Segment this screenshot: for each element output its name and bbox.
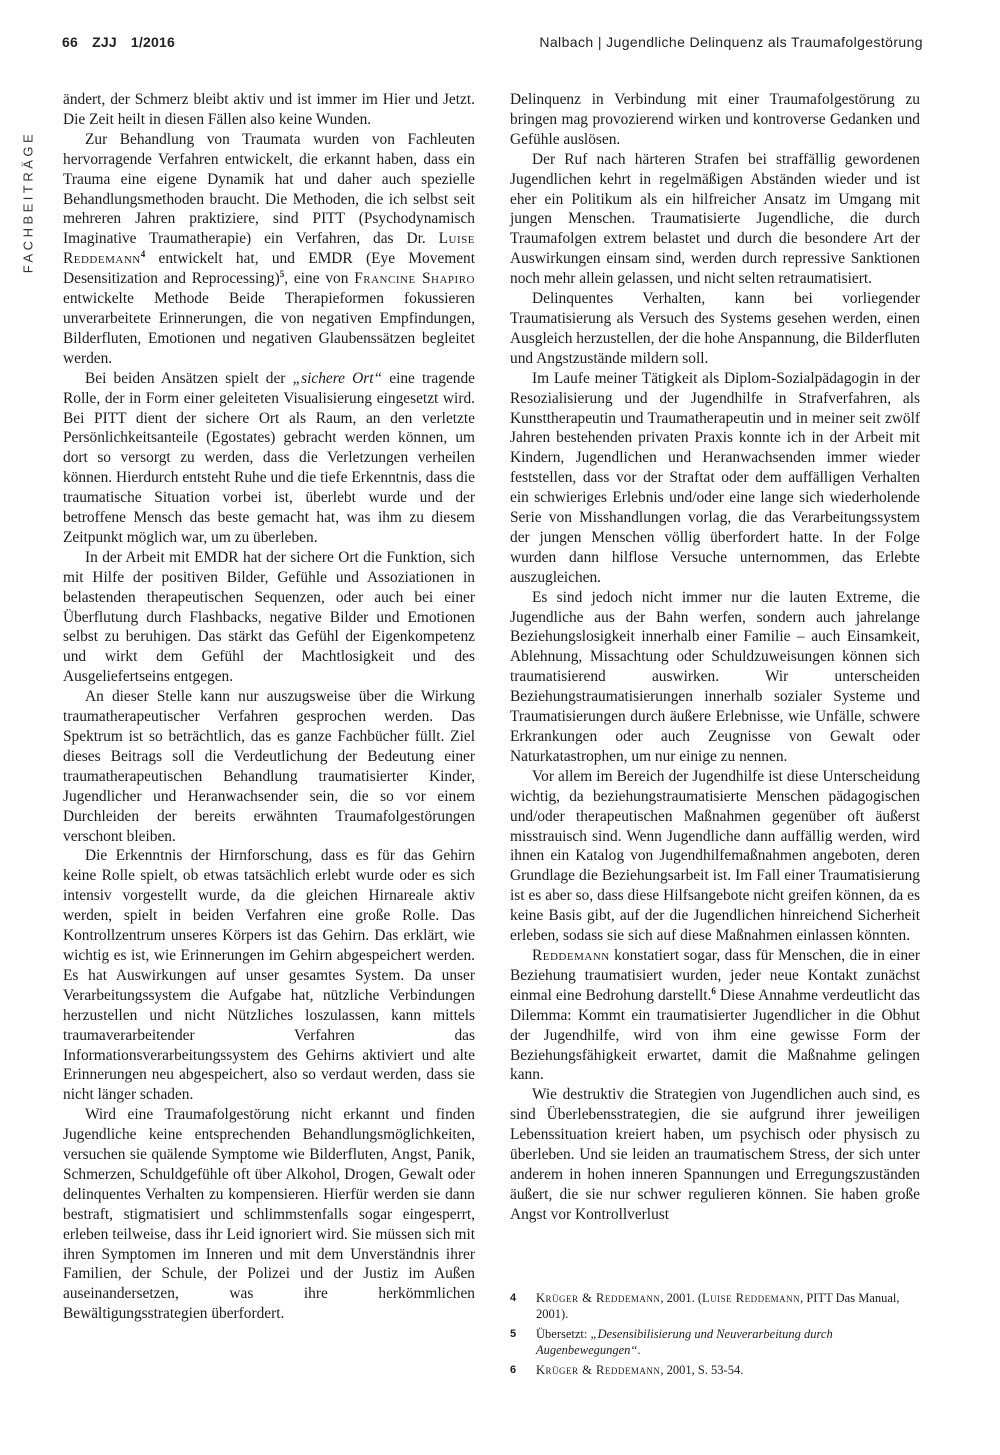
footnote	[510, 1326, 920, 1358]
footnote	[510, 1362, 920, 1378]
paragraph	[510, 946, 920, 1085]
author-name: Luise Reddemann	[63, 230, 475, 268]
text-run: Übersetzt:	[536, 1327, 591, 1341]
journal-name: ZJJ	[92, 34, 117, 50]
journal-issue: 1/2016	[130, 34, 175, 50]
footnote-text	[536, 1326, 920, 1358]
left-column	[63, 90, 475, 1324]
paragraph: ändert, der Schmerz bleibt aktiv und ist immer im Hier und Jetzt. Die Zeit heilt in diesen Fällen also keine Wunden.	[63, 91, 475, 128]
emphasis: „sichere Ort“	[292, 369, 383, 387]
text-run: , 2001. (	[660, 1291, 703, 1305]
citation-authors: Krüger & Reddemann	[536, 1291, 661, 1305]
text-run: , eine von	[284, 270, 355, 288]
text-run: entwickelt hat, und EMDR (Eye Movement Desensitization and Reprocessing)	[63, 250, 475, 288]
text-run: , PITT Das Manual, 2001).	[536, 1291, 900, 1321]
citation-author: Luise Reddemann	[702, 1291, 801, 1305]
paragraph: Wie destruktiv die Strategien von Jugendlichen auch sind, es sind Überlebensstrategien, die sie aufgrund ihrer jeweiligen Lebenssituation kreiert haben, um psychisch oder physisch zu überleben. Und sie leiden an traumatischem Stress, der sich unter anderem in hohen inneren Spannungen und Erregungszuständen äußert, die sie nur schwer regulieren können. Sie haben große Angst vor Kontrollverlust	[510, 1086, 920, 1223]
text-run: Zur Behandlung von Traumata wurden von Fachleuten hervorragende Verfahren entwickelt, die erkannt haben, dass ein Trauma eine eigene Dynamik hat und daher auch spezielle Behandlungsmethoden braucht. Die Methoden, die ich selbst seit mehreren Jahren praktiziere, sind PITT (Psychodynamisch Imaginative Traumatherapie) ein Verfahren, das Dr.	[63, 130, 475, 248]
page-number: 66	[62, 34, 78, 50]
footnote-ref: 6	[711, 985, 716, 996]
footnote-ref: 5	[279, 269, 285, 280]
paragraph: Delinquenz in Verbindung mit einer Traumafolgestörung zu bringen mag provozierend wirken und kontroverse Gedanken und Gefühle auslösen.	[510, 91, 920, 148]
author-name: Reddemann	[532, 946, 610, 964]
text-run: entwickelte Methode Beide Therapieformen fokussieren unverarbeitete Erinnerungen, die von negativen Empfindungen, Bilderfluten, Emotionen und negativen Glaubenssätzen begleitet werden.	[63, 290, 475, 367]
page-header-left	[62, 34, 185, 50]
section-label: FACHBEITRÄGE	[20, 130, 36, 274]
footnotes	[510, 1290, 920, 1382]
paragraph: Der Ruf nach härteren Strafen bei straffällig gewordenen Jugendlichen kehrt in regelmäßigen Abständen wieder und ist eher ein Politikum als ein hilfreicher Ansatz im Umgang mit jungen Menschen. Traumatisierte Jugendliche, die durch Traumafolgen extrem belastet und durch die besondere Art der Auswirkungen einsam sind, werden durch repressive Sanktionen noch mehr allein gelassen, und nicht selten retraumatisiert.	[510, 150, 920, 288]
text-run: Bei beiden Ansätzen spielt der	[85, 369, 293, 387]
citation-authors: Krüger & Reddemann	[536, 1363, 661, 1377]
footnote-text	[536, 1362, 920, 1378]
running-title: Nalbach | Jugendliche Delinquenz als Traumafolgestörung	[539, 34, 923, 50]
paragraph: In der Arbeit mit EMDR hat der sichere Ort die Funktion, sich mit Hilfe der positiven Bilder, Gefühle und Assoziationen in belastenden therapeutischen Sequenzen, oder auch bei einer Überflutung durch Flashbacks, negative Bilder und Emotionen selbst zu beruhigen. Das stärkt das Gefühl der Eigenkompetenz und wirkt dem Gefühl der Machtlosigkeit und des Ausgeliefertseins entgegen.	[63, 548, 475, 686]
text-run: eine tragende Rolle, der in Form einer geleiteten Visualisierung eingesetzt wird. Bei PITT dient der sichere Ort als Raum, an den verletzte Persönlichkeitsanteile (Egostates) gebracht werden können, um dort so versorgt zu werden, dass die Verletzungen verheilen können. Hierdurch entsteht Ruhe und die tiefe Erkenntnis, dass die traumatische Situation vorbei ist, überlebt wurde und der betroffene Mensch das beste gemacht hat, was ihm zu diesem Zeitpunkt möglich war, um zu überleben.	[63, 369, 476, 546]
footnote-number: 4	[510, 1292, 517, 1304]
text-run: .	[637, 1343, 641, 1357]
paragraph: Wird eine Traumafolgestörung nicht erkannt und finden Jugendliche keine entsprechenden Behandlungsmöglichkeiten, versuchen sie quälende Symptome wie Bilderfluten, Angst, Panik, Schmerzen, Schuldgefühle oft über Alkohol, Drogen, Gewalt oder delinquentes Verhalten zu kompensieren. Hierfür werden sie dann bestraft, stigmatisiert und schlimmstenfalls sogar eingesperrt, erleben teilweise, dass ihr Leid ignoriert wird. Sie müssen sich mit ihren Symptomen im Inneren und mit dem Unverständnis ihrer Familien, der Schule, der Polizei und der Justiz im Außen auseinandersetzen, was ihre herkömmlichen Bewältigungsstrategien überfordert.	[63, 1106, 475, 1323]
paragraph: Es sind jedoch nicht immer nur die lauten Extreme, die Jugendliche aus der Bahn werfen, sondern auch jahrelange Beziehungslosigkeit innerhalb einer Familie – auch Einsamkeit, Ablehnung, Missachtung oder Schuldzuweisungen können sich traumatisierend auswirken. Wir unterscheiden Beziehungstraumatisierungen innerhalb sozialer Systeme und Traumatisierungen durch äußere Erlebnisse, wie Unfälle, schwere Erkrankungen oder auch Zeugnisse von Gewalt oder Naturkatastrophen, um nur einige zu nennen.	[510, 588, 920, 765]
paragraph: Im Laufe meiner Tätigkeit als Diplom-Sozialpädagogin in der Resozialisierung und der Jugendhilfe in Strafverfahren, als Kunsttherapeutin und Traumatherapeutin und in meiner seit zwölf Jahren bestehenden privaten Praxis konnte ich in der Arbeit mit Kindern, Jugendlichen und Heranwachsenden immer wieder feststellen, dass vor der Straftat oder dem auffälligen Verhalten ein schwieriges Erlebnis und/oder eine lange sich wiederholende Serie von Misshandlungen vorlag, die das Verarbeitungssystem der jungen Menschen völlig überfordert hatte. In der Folge wurden dann hilflose Versuche unternommen, das Erlebte auszugleichen.	[510, 369, 920, 586]
paragraph: An dieser Stelle kann nur auszugsweise über die Wirkung traumatherapeutischer Verfahren gesprochen werden. Das Spektrum ist so beträchtlich, das es ganze Fachbücher füllt. Ziel dieses Beitrags soll die Verdeutlichung der Bedeutung einer traumatherapeutischen Behandlung traumatisierter Kinder, Jugendlicher und Heranwachsender sein, die so vor einem Durchleiden der bereits erwähnten Traumafolgestörungen verschont bleiben.	[63, 688, 475, 845]
paragraph	[63, 130, 475, 369]
footnote-ref: 4	[140, 249, 146, 260]
paragraph: Vor allem im Bereich der Jugendhilfe ist diese Unterscheidung wichtig, da beziehungstraumatisierte Menschen pädagogischen und/oder therapeutischen Maßnahmen gegenüber oft äußerst misstrauisch sind. Wenn Jugendliche dann auffällig werden, wird ihnen ein Katalog von Jugendhilfemaßnahmen angeboten, deren Grundlage die Beziehungsarbeit ist. Im Fall einer Traumatisierung ist es aber so, dass diese Hilfsangebote nicht greifen können, da es keine Basis gibt, auf der die Jugendlichen hinreichend Sicherheit erleben, sodass sie sich auf diese Maßnahmen einlassen könnten.	[510, 767, 920, 945]
footnote-text	[536, 1290, 920, 1322]
text-run: konstatiert sogar, dass für Menschen, die in einer Beziehung traumatisiert wurden, jeder neue Kontakt zunächst einmal eine Bedrohung darstellt.	[510, 946, 920, 1004]
emphasis: „Desensibilisierung und Neuverarbeitung durch Augenbewegungen“	[536, 1327, 833, 1357]
section-side-label	[16, 92, 40, 312]
author-name: Francine Shapiro	[354, 270, 475, 288]
right-column	[510, 90, 920, 1225]
text-run: , 2001, S. 53-54.	[660, 1363, 744, 1377]
footnote-number: 5	[510, 1328, 517, 1340]
paragraph	[63, 369, 475, 548]
paragraph: Delinquentes Verhalten, kann bei vorliegender Traumatisierung als Versuch des Systems gesehen werden, einen Ausgleich herzustellen, der die hohe Anspannung, die Bilderfluten und Angstzustände mildern soll.	[510, 290, 920, 367]
footnote	[510, 1290, 920, 1322]
text-run: Diese Annahme verdeutlicht das Dilemma: Kommt ein traumatisierter Jugendlicher in die Obhut der Jugendhilfe, wird von ihm eine gewisse Form der Beziehungsfähigkeit erwartet, damit die Maßnahme gelingen kann.	[510, 986, 921, 1084]
paragraph: Die Erkenntnis der Hirnforschung, dass es für das Gehirn keine Rolle spielt, ob etwas tatsächlich erlebt wurde oder es sich intensiv vorgestellt wurde, da die gleichen Hirnareale aktiv werden, spielt in beiden Verfahren eine große Rolle. Das Kontrollzentrum unseres Körpers ist das Gehirn. Das erklärt, wie wichtig es ist, wie Erinnerungen im Gehirn abgespeichert werden. Es hat Auswirkungen auf unser gesamtes System. Da unser Verarbeitungssystem die Aufgabe hat, nützliche Verbindungen herzustellen und nicht Nützliches loszulassen, kann mittels traumaverarbeitender Verfahren das Informationsverarbeitungssystem des Gehirns aktiviert und alte Erinnerungen neu abgespeichert, also so verdaut werden, dass sie nicht länger schaden.	[63, 847, 475, 1104]
footnote-number: 6	[510, 1364, 517, 1376]
